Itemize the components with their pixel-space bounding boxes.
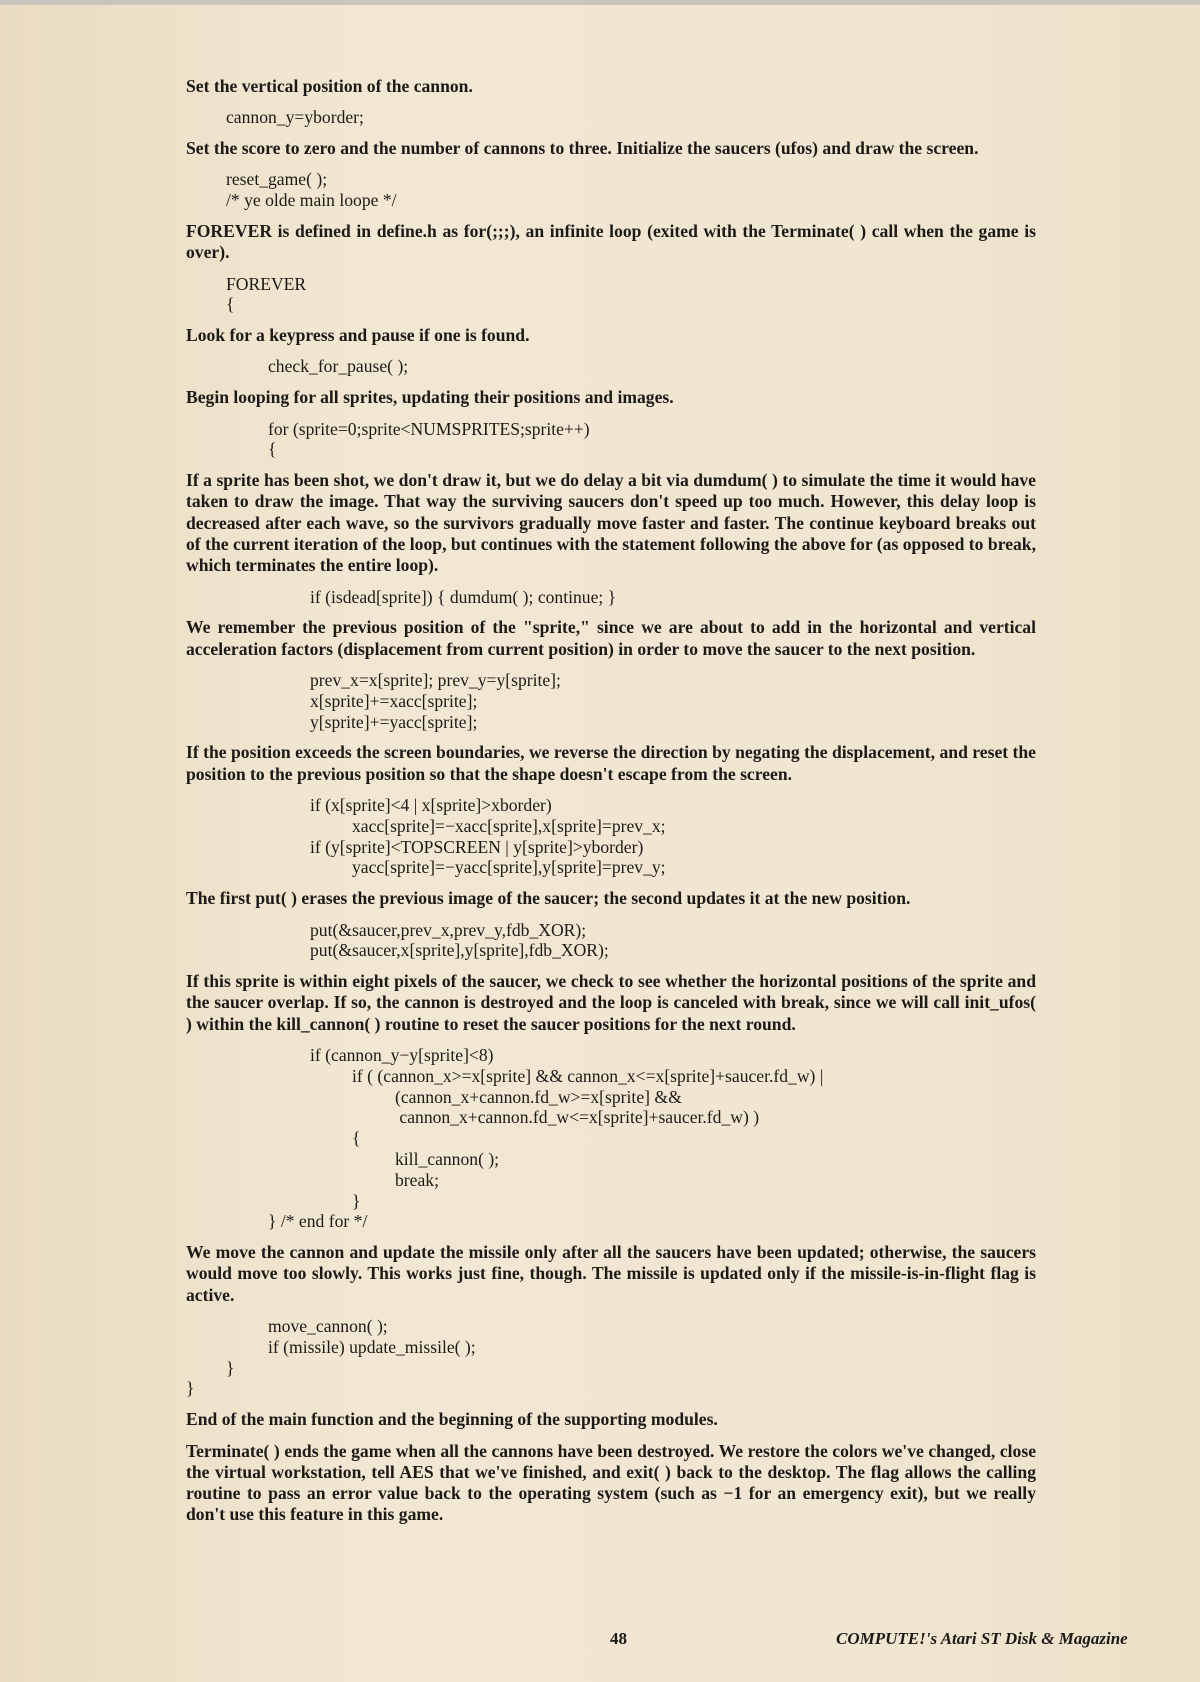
- code-line: for (sprite=0;sprite<NUMSPRITES;sprite++): [268, 418, 590, 439]
- code-line: put(&saucer,prev_x,prev_y,fdb_XOR);: [310, 919, 587, 940]
- code-line: if (x[sprite]<4 | x[sprite]>xborder): [310, 795, 552, 816]
- code-line: prev_x=x[sprite]; prev_y=y[sprite];: [310, 670, 561, 691]
- paragraph: We move the cannon and update the missile only after all the saucers have been updated; otherwise, the saucers would move too slowly. This works just fine, though. The missile is updated only if the missile-is-in-flight flag is active.: [186, 1242, 1036, 1305]
- code-line: if (isdead[sprite]) { dumdum( ); continue; }: [310, 586, 617, 607]
- code-listing: [186, 274, 1036, 316]
- page-number: 48: [610, 1629, 627, 1648]
- code-line: cannon_y=yborder;: [226, 107, 364, 128]
- paragraph: Set the score to zero and the number of cannons to three. Initialize the saucers (ufos) and draw the screen.: [186, 138, 979, 159]
- paragraph: If this sprite is within eight pixels of the saucer, we check to see whether the horizontal positions of the sprite and the saucer overlap. If so, the cannon is destroyed and the loop is canceled with break, since we will call init_ufos( ) within the kill_cannon( ) routine to reset the saucer positions for the next round.: [186, 971, 1036, 1034]
- code-line: xacc[sprite]=−xacc[sprite],x[sprite]=prev_x;: [352, 815, 666, 836]
- code-line: /* ye olde main loope */: [226, 190, 397, 211]
- code-listing: [186, 795, 1036, 878]
- code-line: check_for_pause( );: [268, 356, 409, 377]
- code-line: FOREVER: [226, 273, 307, 294]
- paragraph: Look for a keypress and pause if one is found.: [186, 325, 530, 346]
- magazine-title: COMPUTE!'s Atari ST Disk & Magazine: [836, 1629, 1128, 1648]
- code-line: kill_cannon( );: [395, 1148, 500, 1169]
- top-edge: [0, 0, 1200, 5]
- paragraph: If a sprite has been shot, we don't draw it, but we do delay a bit via dumdum( ) to simulate the time it would have taken to draw the image. That way the surviving saucers don't speed up too much. However, this delay loop is decreased after each wave, so the survivors gradually move faster and faster. The continue keyboard breaks out of the current iteration of the loop, but continues with the statement following the above for (as opposed to break, which terminates the entire loop).: [186, 470, 1036, 576]
- code-listing: [186, 587, 1036, 608]
- paragraph: FOREVER is defined in define.h as for(;;;), an infinite loop (exited with the Terminate( ) call when the game is over).: [186, 220, 1036, 263]
- code-line: break;: [395, 1169, 439, 1190]
- code-line: }: [186, 1378, 195, 1399]
- paragraph: Terminate( ) ends the game when all the cannons have been destroyed. We restore the colors we've changed, close the virtual workstation, tell AES that we've finished, and exit( ) back to the desktop. The flag allows the calling routine to pass an error value back to the operating system (such as −1 for an emergency exit), but we really don't use this feature in this game.: [186, 1440, 1036, 1525]
- code-listing: [186, 107, 1036, 128]
- code-listing: [186, 419, 1036, 461]
- code-listing: [186, 169, 1036, 211]
- code-listing: [186, 356, 1036, 377]
- code-line: }: [352, 1190, 361, 1211]
- code-line: (cannon_x+cannon.fd_w>=x[sprite] &&: [395, 1086, 682, 1107]
- code-line: yacc[sprite]=−yacc[sprite],y[sprite]=prev_y;: [352, 857, 666, 878]
- code-line: x[sprite]+=xacc[sprite];: [310, 690, 478, 711]
- code-listing: [186, 670, 1036, 732]
- code-line: {: [226, 294, 235, 315]
- code-line: {: [352, 1128, 361, 1149]
- code-line: {: [268, 439, 277, 460]
- code-line: if (missile) update_missile( );: [268, 1336, 476, 1357]
- code-line: }: [226, 1357, 235, 1378]
- paragraph: The first put( ) erases the previous image of the saucer; the second updates it at the new position.: [186, 888, 911, 909]
- code-line: if (cannon_y−y[sprite]<8): [310, 1044, 494, 1065]
- paragraph: If the position exceeds the screen boundaries, we reverse the direction by negating the displacement, and reset the position to the previous position so that the shape doesn't escape from the screen.: [186, 742, 1036, 784]
- code-line: if ( (cannon_x>=x[sprite] && cannon_x<=x[sprite]+saucer.fd_w) |: [352, 1065, 824, 1086]
- article-body: [186, 76, 1036, 1536]
- code-listing: [186, 1316, 1036, 1399]
- paragraph: We remember the previous position of the "sprite," since we are about to add in the horizontal and vertical acceleration factors (displacement from current position) in order to move the saucer to the next position.: [186, 617, 1036, 659]
- code-line: y[sprite]+=yacc[sprite];: [310, 711, 478, 732]
- code-line: put(&saucer,x[sprite],y[sprite],fdb_XOR);: [310, 940, 609, 961]
- paragraph: Set the vertical position of the cannon.: [186, 76, 473, 96]
- code-line: cannon_x+cannon.fd_w<=x[sprite]+saucer.fd_w) ): [395, 1107, 760, 1128]
- paragraph: Begin looping for all sprites, updating their positions and images.: [186, 387, 674, 408]
- paragraph: End of the main function and the beginning of the supporting modules.: [186, 1409, 718, 1430]
- code-line: } /* end for */: [268, 1211, 368, 1232]
- code-listing: [186, 1045, 1036, 1232]
- code-line: reset_game( );: [226, 169, 328, 190]
- code-line: if (y[sprite]<TOPSCREEN | y[sprite]>yborder): [310, 836, 644, 857]
- code-line: move_cannon( );: [268, 1316, 388, 1337]
- code-listing: [186, 920, 1036, 962]
